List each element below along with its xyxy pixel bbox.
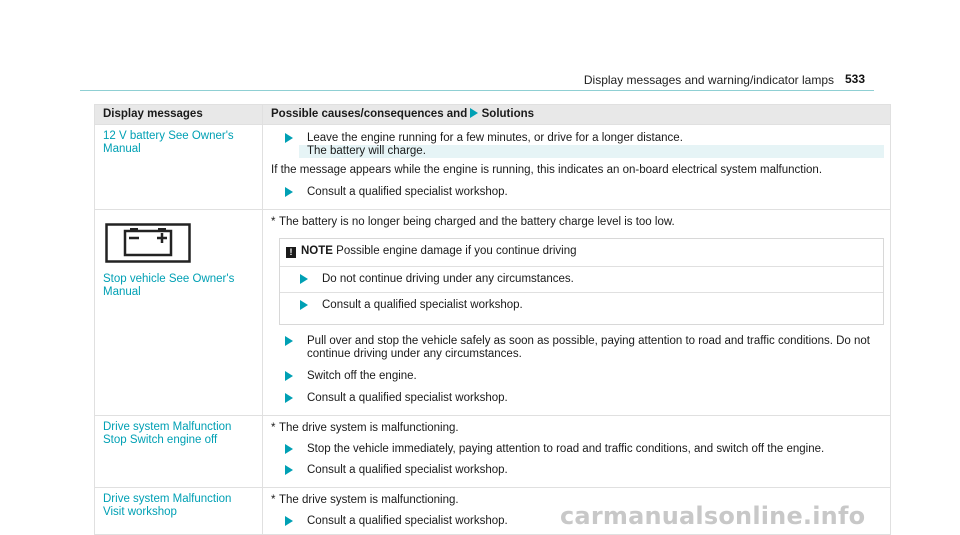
step-text: Consult a qualified specialist workshop. <box>307 515 508 527</box>
solution-step <box>271 464 884 477</box>
step-text: Consult a qualified specialist workshop. <box>307 392 508 404</box>
table-header-row <box>95 105 891 125</box>
display-message-line: Drive system Malfunction <box>103 493 232 505</box>
display-message-line: Manual <box>103 143 141 155</box>
cause-text <box>271 422 884 435</box>
solution-step <box>271 443 884 456</box>
cause-label: The battery is no longer being charged and the battery charge level is too low. <box>279 216 675 228</box>
solution-cell <box>263 210 891 416</box>
message-cell <box>95 210 263 416</box>
message-cell <box>95 125 263 210</box>
note-box <box>279 238 884 325</box>
table-row <box>95 125 891 210</box>
display-message-line: 12 V battery See Owner's <box>103 130 234 142</box>
step-text: Stop the vehicle immediately, paying attention to road and traffic conditions, and switch off the engine. <box>307 443 825 455</box>
column-header-causes-label: Possible causes/consequences and <box>271 108 468 120</box>
message-cell <box>95 488 263 535</box>
table-row <box>95 416 891 488</box>
solution-step <box>271 392 884 405</box>
solution-step <box>271 186 884 199</box>
arrow-icon <box>285 371 293 381</box>
solution-step <box>271 335 884 361</box>
arrow-icon <box>285 516 293 526</box>
column-header-messages: Display messages <box>95 105 263 125</box>
display-message-line: Stop vehicle See Owner's <box>103 273 235 285</box>
step-result: The battery will charge. <box>299 145 884 158</box>
asterisk-icon: * <box>271 494 276 506</box>
note-step <box>286 299 875 312</box>
arrow-icon <box>470 108 478 118</box>
display-message-line: Visit workshop <box>103 506 177 518</box>
arrow-icon <box>300 300 308 310</box>
note-label: NOTE <box>301 245 333 257</box>
arrow-icon <box>285 465 293 475</box>
cause-text <box>271 216 884 229</box>
battery-icon <box>105 221 191 263</box>
messages-table <box>94 104 891 535</box>
cause-label: The drive system is malfunctioning. <box>279 494 459 506</box>
display-message-line: Manual <box>103 286 141 298</box>
step-text: Leave the engine running for a few minutes, or drive for a longer distance. <box>307 132 683 144</box>
step-text: Consult a qualified specialist workshop. <box>307 464 508 476</box>
arrow-icon <box>285 133 293 143</box>
solution-cell <box>263 125 891 210</box>
arrow-icon <box>285 336 293 346</box>
arrow-icon <box>285 187 293 197</box>
arrow-icon <box>285 393 293 403</box>
step-text: Consult a qualified specialist workshop. <box>322 299 523 311</box>
column-header-causes <box>263 105 891 125</box>
display-message-line: Drive system Malfunction <box>103 421 232 433</box>
note-heading <box>286 245 875 258</box>
column-header-solutions-label: Solutions <box>481 108 535 120</box>
watermark: carmanualsonline.info <box>560 502 866 530</box>
solution-step <box>271 370 884 383</box>
solution-cell <box>263 416 891 488</box>
note-step <box>286 273 875 286</box>
arrow-icon <box>300 274 308 284</box>
asterisk-icon: * <box>271 422 276 434</box>
asterisk-icon: * <box>271 216 276 228</box>
header-rule <box>80 90 874 91</box>
step-text: Do not continue driving under any circumstances. <box>322 273 574 285</box>
arrow-icon <box>285 444 293 454</box>
step-text: Switch off the engine. <box>307 370 417 382</box>
warning-icon: ! <box>286 247 296 258</box>
page-number: 533 <box>844 72 865 86</box>
display-message-line: Stop Switch engine off <box>103 434 218 446</box>
info-text: If the message appears while the engine is running, this indicates an on-board electrical system malfunction. <box>271 164 823 176</box>
step-text: Pull over and stop the vehicle safely as soon as possible, paying attention to road and traffic conditions. Do not continue driving under any circumstances. <box>307 335 870 360</box>
cause-label: The drive system is malfunctioning. <box>279 422 459 434</box>
message-cell <box>95 416 263 488</box>
table-row <box>95 210 891 416</box>
solution-step <box>271 132 884 158</box>
note-text: Possible engine damage if you continue driving <box>336 245 577 257</box>
page-header-title: Display messages and warning/indicator lamps <box>583 73 834 87</box>
step-text: Consult a qualified specialist workshop. <box>307 186 508 198</box>
